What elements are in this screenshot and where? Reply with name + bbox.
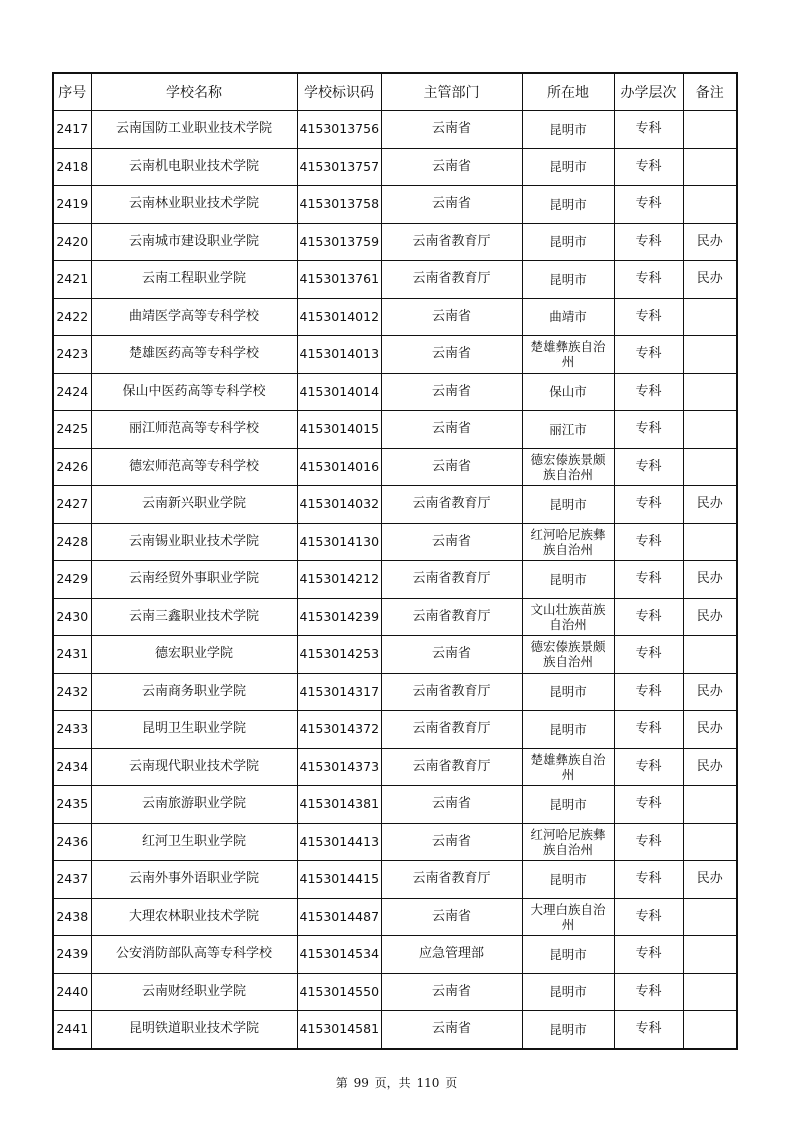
seq-cell: 2438 [53,898,91,936]
header-note: 备注 [683,73,737,111]
school-name-cell: 楚雄医药高等专科学校 [91,336,297,374]
location-cell: 昆明市 [522,186,614,224]
note-cell [683,636,737,674]
school-code-cell: 4153014372 [297,711,381,749]
level-cell: 专科 [614,373,683,411]
department-cell: 云南省教育厅 [381,561,522,599]
seq-cell: 2429 [53,561,91,599]
location-cell: 昆明市 [522,861,614,899]
school-name-cell: 云南新兴职业学院 [91,486,297,524]
note-cell [683,523,737,561]
table-row [53,111,737,149]
table-row [53,673,737,711]
school-name-cell: 大理农林职业技术学院 [91,898,297,936]
location-cell: 昆明市 [522,148,614,186]
level-cell: 专科 [614,111,683,149]
note-cell: 民办 [683,486,737,524]
level-cell: 专科 [614,673,683,711]
table-body [53,111,737,1049]
school-name-cell: 红河卫生职业学院 [91,823,297,861]
page-label-suffix: 页 [445,1076,458,1090]
level-cell: 专科 [614,936,683,974]
table-row [53,1011,737,1049]
level-cell: 专科 [614,523,683,561]
table-row [53,336,737,374]
table-header-row [53,73,737,111]
level-cell: 专科 [614,148,683,186]
level-cell: 专科 [614,298,683,336]
school-name-cell: 保山中医药高等专科学校 [91,373,297,411]
department-cell: 云南省 [381,298,522,336]
table-row [53,711,737,749]
note-cell [683,186,737,224]
seq-cell: 2417 [53,111,91,149]
department-cell: 云南省教育厅 [381,598,522,636]
header-school-code: 学校标识码 [297,73,381,111]
school-name-cell: 云南城市建设职业学院 [91,223,297,261]
school-code-cell: 4153013759 [297,223,381,261]
school-name-cell: 云南商务职业学院 [91,673,297,711]
school-name-cell: 昆明卫生职业学院 [91,711,297,749]
school-name-cell: 云南三鑫职业技术学院 [91,598,297,636]
department-cell: 云南省 [381,373,522,411]
level-cell: 专科 [614,748,683,786]
table-row [53,261,737,299]
level-cell: 专科 [614,411,683,449]
school-name-cell: 云南经贸外事职业学院 [91,561,297,599]
total-pages: 110 [416,1076,440,1090]
seq-cell: 2425 [53,411,91,449]
header-location: 所在地 [522,73,614,111]
table-row [53,186,737,224]
seq-cell: 2437 [53,861,91,899]
note-cell [683,336,737,374]
level-cell: 专科 [614,561,683,599]
seq-cell: 2427 [53,486,91,524]
department-cell: 云南省 [381,336,522,374]
seq-cell: 2431 [53,636,91,674]
school-code-cell: 4153014253 [297,636,381,674]
level-cell: 专科 [614,786,683,824]
location-cell: 大理白族自治州 [522,898,614,936]
school-name-cell: 公安消防部队高等专科学校 [91,936,297,974]
table-row [53,936,737,974]
school-code-cell: 4153014581 [297,1011,381,1049]
seq-cell: 2433 [53,711,91,749]
location-cell: 昆明市 [522,786,614,824]
level-cell: 专科 [614,223,683,261]
seq-cell: 2439 [53,936,91,974]
note-cell [683,411,737,449]
location-cell: 楚雄彝族自治州 [522,748,614,786]
school-name-cell: 曲靖医学高等专科学校 [91,298,297,336]
note-cell [683,898,737,936]
location-cell: 昆明市 [522,711,614,749]
table-row [53,411,737,449]
note-cell: 民办 [683,748,737,786]
seq-cell: 2420 [53,223,91,261]
school-code-cell: 4153014012 [297,298,381,336]
seq-cell: 2428 [53,523,91,561]
department-cell: 云南省教育厅 [381,261,522,299]
level-cell: 专科 [614,186,683,224]
location-cell: 昆明市 [522,673,614,711]
table-row [53,523,737,561]
seq-cell: 2419 [53,186,91,224]
department-cell: 云南省 [381,823,522,861]
level-cell: 专科 [614,598,683,636]
note-cell: 民办 [683,598,737,636]
school-code-cell: 4153013757 [297,148,381,186]
department-cell: 云南省 [381,411,522,449]
page-label-mid: 页，共 [374,1076,411,1090]
school-code-cell: 4153014015 [297,411,381,449]
table-row [53,598,737,636]
department-cell: 云南省教育厅 [381,673,522,711]
header-seq: 序号 [53,73,91,111]
department-cell: 云南省教育厅 [381,711,522,749]
location-cell: 昆明市 [522,936,614,974]
location-cell: 昆明市 [522,111,614,149]
school-code-cell: 4153014016 [297,448,381,486]
location-cell: 红河哈尼族彝族自治州 [522,523,614,561]
table-row [53,223,737,261]
location-cell: 昆明市 [522,261,614,299]
seq-cell: 2424 [53,373,91,411]
seq-cell: 2422 [53,298,91,336]
school-name-cell: 云南财经职业学院 [91,973,297,1011]
department-cell: 云南省 [381,111,522,149]
school-code-cell: 4153014014 [297,373,381,411]
seq-cell: 2426 [53,448,91,486]
note-cell [683,973,737,1011]
table-row [53,748,737,786]
note-cell [683,373,737,411]
level-cell: 专科 [614,448,683,486]
seq-cell: 2441 [53,1011,91,1049]
department-cell: 云南省 [381,186,522,224]
level-cell: 专科 [614,636,683,674]
school-code-cell: 4153014373 [297,748,381,786]
school-code-cell: 4153013756 [297,111,381,149]
seq-cell: 2436 [53,823,91,861]
school-name-cell: 德宏职业学院 [91,636,297,674]
location-cell: 保山市 [522,373,614,411]
school-name-cell: 云南国防工业职业技术学院 [91,111,297,149]
school-name-cell: 云南锡业职业技术学院 [91,523,297,561]
header-department: 主管部门 [381,73,522,111]
school-code-cell: 4153014381 [297,786,381,824]
school-name-cell: 云南旅游职业学院 [91,786,297,824]
table-row [53,861,737,899]
location-cell: 红河哈尼族彝族自治州 [522,823,614,861]
table-row [53,373,737,411]
school-name-cell: 云南现代职业技术学院 [91,748,297,786]
department-cell: 云南省 [381,448,522,486]
location-cell: 丽江市 [522,411,614,449]
location-cell: 昆明市 [522,486,614,524]
location-cell: 楚雄彝族自治州 [522,336,614,374]
location-cell: 昆明市 [522,223,614,261]
school-code-cell: 4153014487 [297,898,381,936]
seq-cell: 2421 [53,261,91,299]
note-cell: 民办 [683,711,737,749]
note-cell: 民办 [683,673,737,711]
department-cell: 云南省教育厅 [381,223,522,261]
note-cell: 民办 [683,223,737,261]
department-cell: 云南省教育厅 [381,861,522,899]
location-cell: 德宏傣族景颇族自治州 [522,636,614,674]
school-name-cell: 昆明铁道职业技术学院 [91,1011,297,1049]
school-list-table [52,72,738,1050]
department-cell: 云南省 [381,636,522,674]
note-cell [683,148,737,186]
table-row [53,148,737,186]
department-cell: 云南省 [381,786,522,824]
department-cell: 云南省 [381,1011,522,1049]
header-level: 办学层次 [614,73,683,111]
department-cell: 云南省 [381,973,522,1011]
school-code-cell: 4153014013 [297,336,381,374]
school-code-cell: 4153014032 [297,486,381,524]
school-name-cell: 丽江师范高等专科学校 [91,411,297,449]
level-cell: 专科 [614,261,683,299]
seq-cell: 2418 [53,148,91,186]
school-code-cell: 4153013761 [297,261,381,299]
table-row [53,973,737,1011]
level-cell: 专科 [614,973,683,1011]
location-cell: 昆明市 [522,973,614,1011]
department-cell: 云南省 [381,523,522,561]
level-cell: 专科 [614,823,683,861]
table-row [53,636,737,674]
school-name-cell: 德宏师范高等专科学校 [91,448,297,486]
location-cell: 曲靖市 [522,298,614,336]
location-cell: 昆明市 [522,1011,614,1049]
note-cell: 民办 [683,561,737,599]
level-cell: 专科 [614,486,683,524]
school-name-cell: 云南外事外语职业学院 [91,861,297,899]
table-row [53,786,737,824]
location-cell: 文山壮族苗族自治州 [522,598,614,636]
school-name-cell: 云南林业职业技术学院 [91,186,297,224]
note-cell [683,936,737,974]
school-code-cell: 4153013758 [297,186,381,224]
header-school-name: 学校名称 [91,73,297,111]
page-label-prefix: 第 [335,1076,348,1090]
school-code-cell: 4153014534 [297,936,381,974]
school-code-cell: 4153014130 [297,523,381,561]
table-row [53,298,737,336]
school-code-cell: 4153014413 [297,823,381,861]
note-cell [683,298,737,336]
level-cell: 专科 [614,898,683,936]
table-row [53,486,737,524]
seq-cell: 2434 [53,748,91,786]
department-cell: 云南省 [381,148,522,186]
level-cell: 专科 [614,861,683,899]
note-cell: 民办 [683,261,737,299]
seq-cell: 2440 [53,973,91,1011]
department-cell: 云南省教育厅 [381,748,522,786]
department-cell: 云南省 [381,898,522,936]
school-name-cell: 云南机电职业技术学院 [91,148,297,186]
note-cell [683,111,737,149]
level-cell: 专科 [614,1011,683,1049]
seq-cell: 2423 [53,336,91,374]
seq-cell: 2430 [53,598,91,636]
level-cell: 专科 [614,711,683,749]
table-row [53,898,737,936]
note-cell [683,823,737,861]
location-cell: 德宏傣族景颇族自治州 [522,448,614,486]
table-row [53,448,737,486]
note-cell [683,1011,737,1049]
location-cell: 昆明市 [522,561,614,599]
school-code-cell: 4153014317 [297,673,381,711]
note-cell: 民办 [683,861,737,899]
school-code-cell: 4153014415 [297,861,381,899]
note-cell [683,786,737,824]
department-cell: 应急管理部 [381,936,522,974]
table-row [53,561,737,599]
school-code-cell: 4153014239 [297,598,381,636]
seq-cell: 2432 [53,673,91,711]
school-code-cell: 4153014212 [297,561,381,599]
level-cell: 专科 [614,336,683,374]
note-cell [683,448,737,486]
page-footer [0,1074,793,1091]
page-number: 99 [353,1076,369,1090]
school-name-cell: 云南工程职业学院 [91,261,297,299]
school-code-cell: 4153014550 [297,973,381,1011]
table-row [53,823,737,861]
seq-cell: 2435 [53,786,91,824]
department-cell: 云南省教育厅 [381,486,522,524]
